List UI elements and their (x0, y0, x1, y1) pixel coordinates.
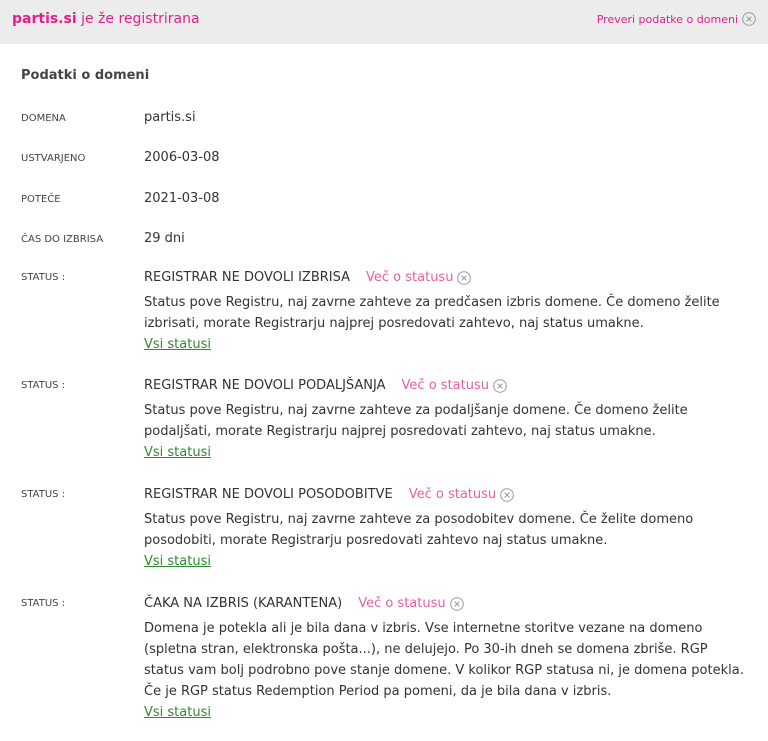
all-statuses-link[interactable]: Vsi statusi (144, 445, 211, 460)
field-value: 29 dni (144, 231, 185, 246)
close-circle-icon[interactable] (493, 379, 507, 393)
field-value: 2021-03-08 (144, 191, 220, 206)
status-name: REGISTRAR NE DOVOLI PODALJŠANJA (144, 378, 386, 393)
status-label: STATUS : (21, 380, 66, 391)
status-label: STATUS : (21, 598, 66, 609)
more-about-status-label: Več o statusu (358, 596, 446, 611)
status-description (144, 292, 744, 355)
more-about-status-link[interactable] (366, 270, 471, 285)
close-circle-icon[interactable] (500, 488, 514, 502)
more-about-status-label: Več o statusu (366, 270, 454, 285)
status-description-text: Status pove Registru, naj zavrne zahteve za posodobitev domene. Če želite domeno posodobiti, morate Registrarju posredovati zahtevo naj status umakne. (144, 512, 694, 548)
status-description-text: Domena je potekla ali je bila dana v izbris. Vse internetne storitve vezane na domeno (spletna stran, elektronska pošta...), ne delujejo. Po 30-ih dneh se domena zbriše. RGP status vam bolj podrobno pove stanje domene. V kolikor RGP statusa ni, je domena potekla. Če je RGP status Redemption Period pa pomeni, da je bila dana v izbris. (144, 621, 744, 699)
status-description (144, 618, 744, 723)
all-statuses-link[interactable]: Vsi statusi (144, 705, 211, 720)
status-name: REGISTRAR NE DOVOLI IZBRISA (144, 270, 351, 285)
check-domain-data-label: Preveri podatke o domeni (596, 12, 738, 26)
status-description-text: Status pove Registru, naj zavrne zahteve za predčasen izbris domene. Če domeno želite izbrisati, morate Registrarju najprej posredovati zahtevo, naj status umakne. (144, 295, 720, 331)
close-circle-icon[interactable] (457, 271, 471, 285)
status-name: ČAKA NA IZBRIS (KARANTENA) (144, 596, 343, 611)
close-circle-icon[interactable] (742, 12, 756, 26)
status-name: REGISTRAR NE DOVOLI POSODOBITVE (144, 487, 393, 502)
field-label: POTEČE (21, 194, 61, 205)
status-label: STATUS : (21, 489, 66, 500)
registered-message (12, 11, 200, 27)
status-description-text: Status pove Registru, naj zavrne zahteve za podaljšanje domene. Če domeno želite podaljšati, morate Registrarju najprej posredovati zahtevo, naj status umakne. (144, 403, 688, 439)
more-about-status-link[interactable] (402, 378, 507, 393)
more-about-status-link[interactable] (409, 487, 514, 502)
status-line (144, 487, 514, 502)
all-statuses-link[interactable]: Vsi statusi (144, 337, 211, 352)
status-description (144, 509, 744, 572)
more-about-status-label: Več o statusu (401, 378, 489, 393)
status-line (144, 596, 464, 611)
status-label: STATUS : (21, 272, 66, 283)
header-registered-text: je že registrirana (76, 11, 200, 27)
more-about-status-label: Več o statusu (408, 487, 497, 502)
field-value: partis.si (144, 110, 196, 125)
close-circle-icon[interactable] (450, 597, 464, 611)
result-header (0, 0, 768, 44)
check-domain-data-link[interactable] (597, 12, 756, 26)
more-about-status-link[interactable] (358, 596, 463, 611)
field-value: 2006-03-08 (144, 150, 220, 165)
all-statuses-link[interactable]: Vsi statusi (144, 554, 211, 569)
field-label: USTVARJENO (21, 153, 86, 164)
domain-info-title: Podatki o domeni (21, 68, 150, 83)
field-label: ČAS DO IZBRISA (21, 234, 104, 245)
status-line (144, 270, 471, 285)
status-line (144, 378, 507, 393)
field-label: DOMENA (21, 113, 66, 124)
header-domain-name: partis.si (12, 11, 77, 27)
status-description (144, 400, 744, 463)
